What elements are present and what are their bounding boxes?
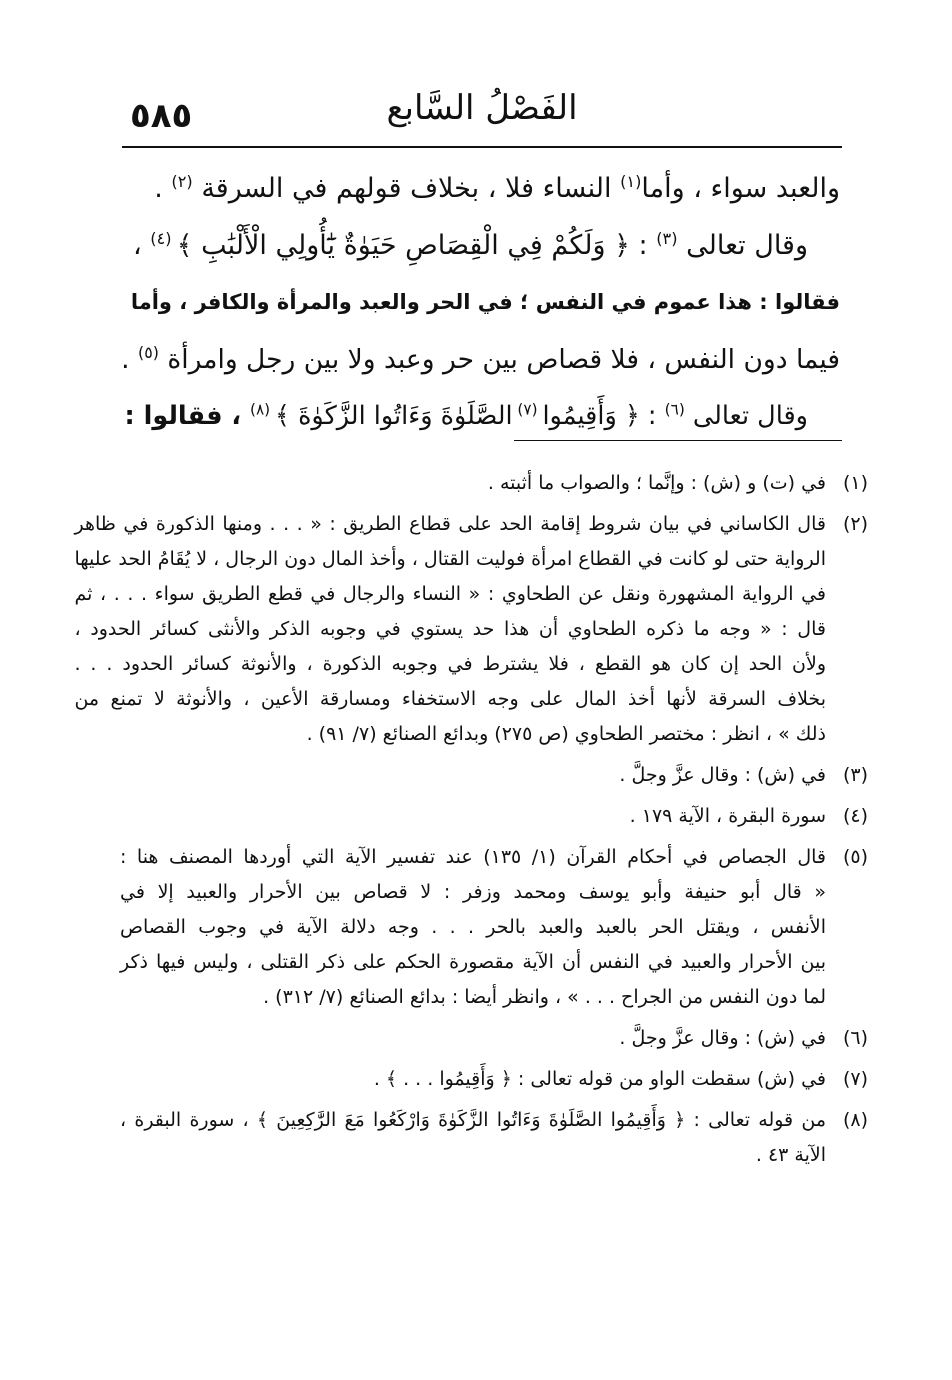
footnote-line: ولأن الحد إن كان هو القطع ، فلا يشترط في وجوبه الذكورة ، والأنوثة كسائر الحدود . . . xyxy=(74,653,826,675)
footnote-ref-3[interactable]: (٣) xyxy=(656,229,678,248)
footnote-line: ذلك » ، انظر : مختصر الطحاوي (ص ٢٧٥) وبدائع الصنائع (٧/ ٩١) . xyxy=(306,723,826,745)
footnote-line: الآية ٤٣ . xyxy=(755,1144,826,1166)
footnote-number: (٥) xyxy=(842,846,868,868)
footnote-line: قال : « وجه ما ذكره الطحاوي أن هذا حد يستوي في وجوبه الذكر والأنثى كسائر الحدود ، xyxy=(74,618,826,640)
footnote-line: سورة البقرة ، الآية ١٧٩ . xyxy=(629,805,826,827)
footnote-item xyxy=(120,1062,868,1097)
page-header xyxy=(122,84,842,148)
footnote-text xyxy=(120,1103,826,1173)
footnote-line: قال الجصاص في أحكام القرآن (١/ ١٣٥) عند تفسير الآية التي أوردها المصنف هنا : xyxy=(120,846,826,868)
footnote-number: (١) xyxy=(842,472,868,494)
main-line-1: والعبد سواء ، وأما$^{(١)}$ النساء فلا ، بخلاف قولهم في السرقة $^{(٢)}$ . xyxy=(154,172,840,204)
footnote-text xyxy=(120,1021,826,1056)
footnote-ref-2[interactable]: (٢) xyxy=(171,172,193,191)
footnote-number: (٦) xyxy=(842,1027,868,1049)
footnote-number: (٤) xyxy=(842,805,868,827)
footnote-number: (٨) xyxy=(842,1109,868,1131)
main-line-4: فيما دون النفس ، فلا قصاص بين حر وعبد ولا بين رجل وامرأة $^{(٥)}$ . xyxy=(121,343,840,375)
footnote-line: قال الكاساني في بيان شروط إقامة الحد على قطاع الطريق : « . . . ومنها الذكورة في ظاهر xyxy=(74,513,826,535)
footnote-line: الأنفس ، ويقتل الحر بالعبد والعبد بالحر . . . وجه دلالة الآية في وجوب القصاص xyxy=(120,916,826,938)
footnote-item xyxy=(120,840,868,1015)
chapter-title: الفَصْلُ السَّابع xyxy=(386,88,578,128)
footnote-ref-7[interactable]: (٧) xyxy=(512,400,543,419)
main-text xyxy=(118,160,840,445)
footnote-line: في (ش) سقطت الواو من قوله تعالى : ﴿ وَأَقِيمُوا . . . ﴾ . xyxy=(373,1068,826,1090)
footnote-line: في الرواية المشهورة ونقل عن الطحاوي : « النساء والرجال في قطع الطريق سواء . . . ، ثم xyxy=(74,583,826,605)
footnote-text xyxy=(74,507,826,752)
footnote-line: بين الأحرار والعبيد في النفس أن الآية مقصورة الحكم على ذكر القتلى ، وليس فيها ذكر xyxy=(120,951,826,973)
footnote-line: لما دون النفس من الجراح . . . » ، وانظر أيضا : بدائع الصنائع (٧/ ٣١٢) . xyxy=(263,986,826,1008)
header-divider xyxy=(122,146,842,148)
page-number: ٥٨٥ xyxy=(130,96,193,136)
footnote-item xyxy=(120,1021,868,1056)
footnote-line: « قال أبو حنيفة وأبو يوسف ومحمد وزفر : لا قصاص بين الأحرار والعبيد إلا في xyxy=(120,881,826,903)
footnote-line: في (ش) : وقال عزَّ وجلَّ . xyxy=(619,764,826,786)
footnote-ref-1[interactable]: (١) xyxy=(620,172,642,191)
footnotes xyxy=(74,466,868,1179)
footnote-number: (٧) xyxy=(842,1068,868,1090)
footnote-text xyxy=(120,799,826,834)
footnote-item xyxy=(120,1103,868,1173)
footnote-text xyxy=(120,758,826,793)
footnote-item xyxy=(120,758,868,793)
footnote-number: (٢) xyxy=(842,513,868,535)
footnote-number: (٣) xyxy=(842,764,868,786)
footnote-text xyxy=(120,1062,826,1097)
footnote-line: بخلاف السرقة لأنها أخذ المال على وجه الاستخفاء ومسارقة الأعين ، والأنوثة لا تمنع من xyxy=(74,688,826,710)
footnote-ref-5[interactable]: (٥) xyxy=(138,343,159,363)
footnote-line: من قوله تعالى : ﴿ وَأَقِيمُوا الصَّلَوٰةَ وَءَاتُوا الزَّكَوٰةَ وَارْكَعُوا مَعَ الرَّٰكِعِينَ ﴾ ، سورة البقرة ، xyxy=(120,1109,826,1131)
main-line-3: فقالوا : هذا عموم في النفس ؛ في الحر والعبد والمرأة والكافر ، وأما xyxy=(130,290,840,314)
footnote-text xyxy=(120,840,826,1015)
footnote-item xyxy=(74,507,868,752)
footnote-line: الرواية حتى لو كانت في القطاع امرأة فوليت القتال ، وأخذ المال دون الرجال ، لا يُقَامُ الحد عليها xyxy=(74,548,826,570)
quran-verse: ﴿ وَلَكُمْ فِي الْقِصَاصِ حَيَوٰةٌ يَٰٓأُولِي الْأَلْبَٰبِ ﴾ xyxy=(176,230,630,261)
footnote-ref-4[interactable]: (٤) xyxy=(150,229,177,248)
main-line-5: وقال تعالى $^{(٦)}$ : ﴿ وَأَقِيمُوا $^{(٧)}$ الصَّلَوٰةَ وَءَاتُوا الزَّكَوٰةَ ﴾ $^{(٨)}$ ، فقالوا : xyxy=(124,400,808,431)
footnote-ref-6[interactable]: (٦) xyxy=(664,400,685,419)
quran-verse: ﴿ وَأَقِيمُوا xyxy=(542,401,640,431)
footnote-line: في (ت) و (ش) : وإنَّما ؛ والصواب ما أثبته . xyxy=(487,472,826,494)
footnote-item xyxy=(120,466,868,501)
footnote-divider xyxy=(514,440,842,441)
main-line-2: وقال تعالى $^{(٣)}$ : ﴿ وَلَكُمْ فِي الْقِصَاصِ حَيَوٰةٌ يَٰٓأُولِي الْأَلْبَٰبِ ﴾ $^{(٤)}$ ، xyxy=(132,229,808,261)
footnote-text xyxy=(120,466,826,501)
footnote-item xyxy=(120,799,868,834)
quran-verse: الصَّلَوٰةَ وَءَاتُوا الزَّكَوٰةَ ﴾ xyxy=(275,401,513,431)
footnote-line: في (ش) : وقال عزَّ وجلَّ . xyxy=(619,1027,826,1049)
footnote-ref-8[interactable]: (٨) xyxy=(249,400,276,419)
